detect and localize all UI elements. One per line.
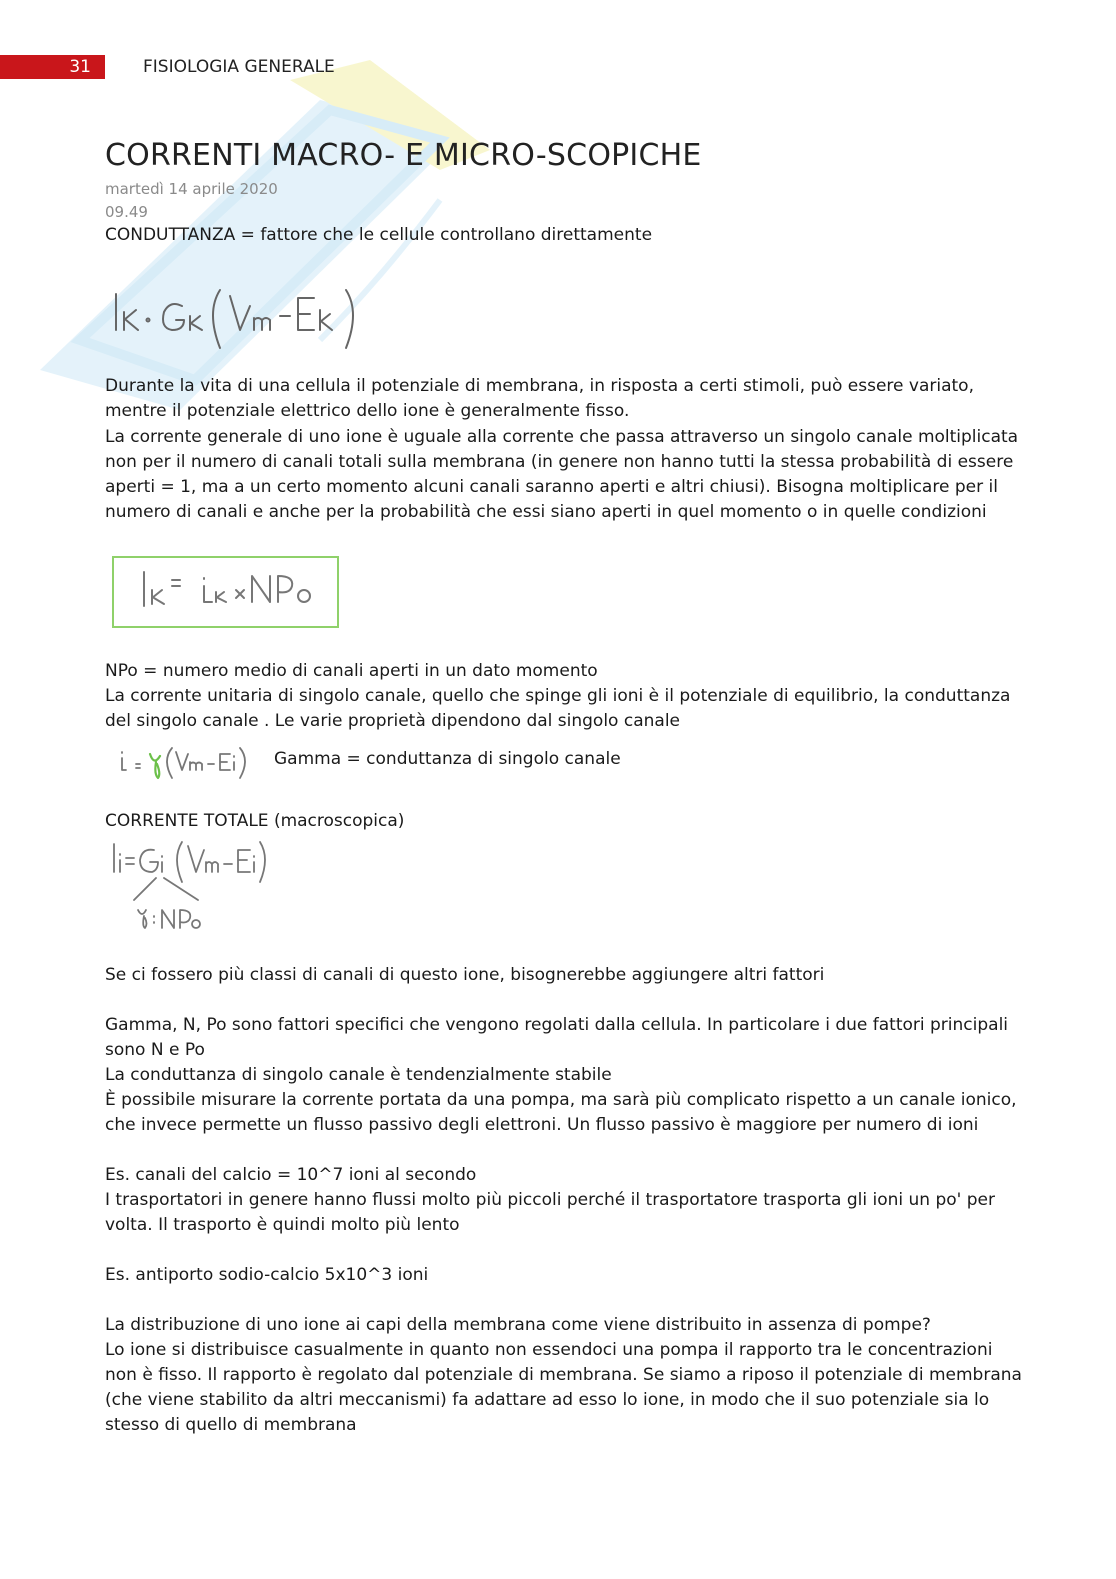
text-line: mentre il potenziale elettrico dello ione è generalmente fisso. bbox=[105, 401, 630, 421]
text-line: La corrente unitaria di singolo canale, quello che spinge gli ioni è il potenziale di equilibrio, la conduttanza bbox=[105, 686, 1011, 706]
page-title: CORRENTI MACRO- E MICRO-SCOPICHE bbox=[105, 138, 702, 173]
note-date: martedì 14 aprile 2020 bbox=[105, 180, 278, 198]
text-line: Se ci fossero più classi di canali di questo ione, bisognerebbe aggiungere altri fattori bbox=[105, 965, 825, 985]
text-line: sono N e Po bbox=[105, 1040, 205, 1060]
running-title: FISIOLOGIA GENERALE bbox=[143, 57, 335, 77]
text-line: La conduttanza di singolo canale è tendenzialmente stabile bbox=[105, 1065, 612, 1085]
page-number: 31 bbox=[0, 55, 105, 79]
text-line: stesso di quello di membrana bbox=[105, 1415, 357, 1435]
formula-conductance-image bbox=[108, 272, 368, 352]
text-line: La corrente generale di uno ione è uguale alla corrente che passa attraverso un singolo canale moltiplicata bbox=[105, 427, 1019, 447]
formula-npo-boxed-image bbox=[112, 556, 340, 630]
text-line: I trasportatori in genere hanno flussi molto più piccoli perché il trasportatore trasporta gli ioni un po' per bbox=[105, 1190, 995, 1210]
text-line: Gamma, N, Po sono fattori specifici che vengono regolati dalla cellula. In particolare i due fattori principali bbox=[105, 1015, 1009, 1035]
text-line: (che viene stabilito da altri meccanismi) fa adattare ad esso lo ione, in modo che il suo potenziale sia lo bbox=[105, 1390, 990, 1410]
text-line: numero di canali e anche per la probabilità che essi siano aperti in quel momento o in quelle condizioni bbox=[105, 502, 987, 522]
text-line: Durante la vita di una cellula il potenziale di membrana, in risposta a certi stimoli, può essere variato, bbox=[105, 376, 974, 396]
text-line: Es. canali del calcio = 10^7 ioni al secondo bbox=[105, 1165, 477, 1185]
text-line: Lo ione si distribuisce casualmente in quanto non essendoci una pompa il rapporto tra le concentrazioni bbox=[105, 1340, 993, 1360]
text-line: che invece permette un flusso passivo degli elettroni. Un flusso passivo è maggiore per numero di ioni bbox=[105, 1115, 979, 1135]
text-line: non è fisso. Il rapporto è regolato dal potenziale di membrana. Se siamo a riposo il potenziale di membrana bbox=[105, 1365, 1022, 1385]
text-line: aperti = 1, ma a un certo momento alcuni canali saranno aperti e altri chiusi). Bisogna moltiplicare per il bbox=[105, 477, 998, 497]
text-line: La distribuzione di uno ione ai capi della membrana come viene distribuito in assenza di pompe? bbox=[105, 1315, 931, 1335]
note-time: 09.49 bbox=[105, 203, 148, 221]
text-line: volta. Il trasporto è quindi molto più lento bbox=[105, 1215, 460, 1235]
text-line: del singolo canale . Le varie proprietà dipendono dal singolo canale bbox=[105, 711, 681, 731]
text-line: NPo = numero medio di canali aperti in un dato momento bbox=[105, 661, 598, 681]
formula-single-channel-image bbox=[114, 740, 254, 782]
text-line: CORRENTE TOTALE (macroscopica) bbox=[105, 811, 405, 831]
text-line: Es. antiporto sodio-calcio 5x10^3 ioni bbox=[105, 1265, 429, 1285]
text-line: È possibile misurare la corrente portata da una pompa, ma sarà più complicato rispetto a un canale ionico, bbox=[105, 1090, 1017, 1110]
text-line: CONDUTTANZA = fattore che le cellule controllano direttamente bbox=[105, 225, 653, 245]
text-line: non per il numero di canali totali sulla membrana (in genere non hanno tutti la stessa probabilità di essere bbox=[105, 452, 1014, 472]
gamma-definition: Gamma = conduttanza di singolo canale bbox=[274, 749, 621, 769]
formula-total-current-image bbox=[108, 838, 278, 938]
